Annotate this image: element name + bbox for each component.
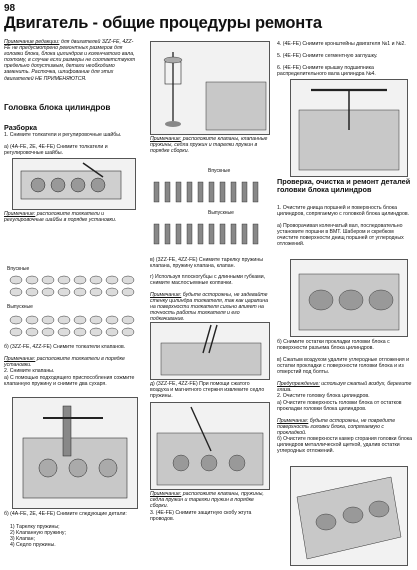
note-spring-order	[150, 491, 269, 509]
bearing-cap-illustration	[291, 80, 407, 176]
section-title-cylinder-head: Головка блока цилиндров	[4, 103, 111, 112]
piston-cleaning-illustration	[291, 260, 407, 336]
note-lead: Примечание:	[277, 418, 309, 424]
caution-text: используя сжатый воздух, берегите глаза.	[277, 381, 412, 394]
label-intake: Впускные	[7, 266, 30, 272]
subsection-disassembly: Разборка	[4, 123, 37, 132]
note-text: расположите клапаны, пружины, седла пружин и тарелки пружин в порядке сборки.	[150, 491, 264, 510]
step-1: 1. Снимите толкатели и регулировочные шайбы.	[4, 132, 122, 138]
step-d: д) (3ZZ-FE, 4ZZ-FE) При помощи сжатого воздуха и магнитного стержня извлеките седло пружины.	[150, 381, 265, 400]
page-title: Двигатель - общие процедуры ремонта	[4, 14, 322, 32]
caution-lead: Предупреждение:	[277, 381, 320, 387]
figure-combustion-chamber-cleaning	[290, 466, 408, 566]
pliers-illustration	[151, 323, 269, 379]
step-1a: а) Проворачивая коленчатый вал, последовательно установите поршни в ВМТ. Шабером и скребком очистите поверхности днищ поршней от углеродных отложений.	[277, 223, 404, 248]
note-lead: Примечание:	[150, 136, 182, 142]
editor-note	[4, 39, 137, 82]
label-intake: Впускные	[208, 168, 231, 174]
note-text: будьте осторожны, не задевайте стенку цилиндра толкателя, так как царапина на поверхности толкателя сильно влияет на точность работы толкателя и его подкачивание.	[150, 292, 269, 323]
step-g: г) Используя плоскогубцы с длинными губками, снимите маслосъемные колпачки.	[150, 274, 266, 287]
editor-note-text: для двигателей 3ZZ-FE, 4ZZ-FE не предусмотрено ремонтных размеров для головки блока, блока цилиндров и коленчатого вала, поэтому, в случае если размеры не соответствуют предельно допустимым, детали необходимо заменить. Расточка, шлифование для этих двигателей НЕ ПРИМЕНЯЮТСЯ.	[4, 39, 136, 82]
note-lifters-order	[4, 211, 137, 223]
list-item: 2) Клапанную пружину;	[10, 530, 66, 537]
note-lead: Примечание:	[4, 211, 36, 217]
step-1a: а) (4A-FE, 2E, 4E-FE) Снимите толкатели и регулировочные шайбы.	[4, 144, 108, 157]
figure-valve-spring-compressor	[12, 397, 138, 509]
step-1b: б) (3ZZ-FE, 4ZZ-FE) Снимите толкатели клапанов.	[4, 344, 126, 350]
list-item: 3) Клапан;	[10, 536, 35, 543]
chamber-cleaning-illustration	[291, 467, 407, 565]
lifter-rows-illustration	[4, 264, 136, 342]
step-5: 5. (4E-FE) Снимите сегментную заглушку.	[277, 53, 378, 59]
figure-valves-layout	[150, 162, 268, 254]
step-1v: в) Сжатым воздухом удалите углеродные отложения и остатки прокладки с поверхности головки блока и из отверстий под болты.	[277, 357, 409, 376]
note-text: расположите толкатели и регулировочные шайбы в порядке установки.	[4, 211, 117, 224]
step-1b: б) Снимите остатки прокладки головки блока с поверхности разъема блока цилиндров.	[277, 339, 390, 352]
step-2b: б) (4A-FE, 2E, 4E-FE) Снимите следующие детали:	[4, 511, 127, 517]
figure-valve-parts	[150, 41, 270, 135]
lifters-illustration	[13, 159, 135, 209]
note-lead: Примечание:	[150, 491, 182, 497]
label-exhaust: Выпускные	[7, 304, 33, 310]
list-item: 4) Седло пружины.	[10, 542, 56, 549]
figure-valve-seal-pliers	[150, 322, 270, 380]
step-2a: а) С помощью подходящего приспособления сожмите клапанную пружину и снимите два сухаря.	[4, 375, 135, 388]
note-text: будьте осторожны, не повредите поверхность головки блока, сопрягаемую с прокладкой.	[277, 418, 396, 437]
step-v: в) (3ZZ-FE, 4ZZ-FE) Снимите тарелку пружины клапана, пружину клапана, клапан.	[150, 257, 263, 270]
note-text: расположите клапаны, клапанные пружины, седла пружин и тарелки пружин в порядке сборки.	[150, 136, 268, 155]
note-lead: Примечание:	[150, 292, 182, 298]
spring-seat-illustration	[151, 403, 269, 489]
note-careful-surface	[277, 418, 413, 436]
list-item: 1) Тарелку пружины;	[10, 524, 60, 530]
figure-spring-seat-removal	[150, 402, 270, 490]
note-valve-order	[150, 136, 269, 154]
note-lifter-order-2	[4, 356, 137, 368]
section-title-inspection: Проверка, очистка и ремонт деталей головки блока цилиндров	[277, 177, 411, 194]
page-number: 98	[4, 3, 16, 14]
editor-note-lead: Примечание редакции:	[4, 39, 60, 45]
figure-lifters-layout	[4, 264, 136, 342]
figure-piston-cleaning	[290, 259, 408, 337]
note-lead: Примечание:	[4, 356, 36, 362]
step-3: 3. (4E-FE) Снимите защитную скобу жгута проводов.	[150, 510, 252, 523]
step-2: 2. Снимите клапаны.	[4, 368, 55, 374]
step-6: 6. (4E-FE) Снимите крышку подшипника распределительного вала цилиндра №4.	[277, 65, 376, 78]
label-exhaust: Выпускные	[208, 210, 234, 216]
removal-item-list	[10, 524, 135, 548]
valve-rows-illustration	[150, 162, 268, 254]
note-careful-cylinder	[150, 292, 269, 322]
step-4: 4. (4E-FE) Снимите кронштейны двигателя №1 и №2.	[277, 41, 406, 47]
step-1: 1. Очистите днища поршней и поверхность блока цилиндров, сопрягаемую с головкой блока цилиндров.	[277, 205, 410, 218]
valve-compressor-illustration	[13, 398, 137, 508]
step-2: 2. Очистите головку блока цилиндров.	[277, 393, 370, 399]
caution-compressed-air	[277, 381, 413, 393]
note-text: расположите толкатели в порядке установки.	[4, 356, 125, 369]
figure-bearing-cap-removal	[290, 79, 408, 177]
figure-lifters-removal	[12, 158, 136, 210]
step-2b: б) Очистите поверхности камер сгорания головки блока цилиндров металлической щеткой, удалив остатки углеродных отложений.	[277, 436, 412, 455]
valve-parts-illustration	[151, 42, 269, 134]
step-2a: а) Очистите поверхность головки блока от остатков прокладки головки блока цилиндров.	[277, 400, 402, 413]
